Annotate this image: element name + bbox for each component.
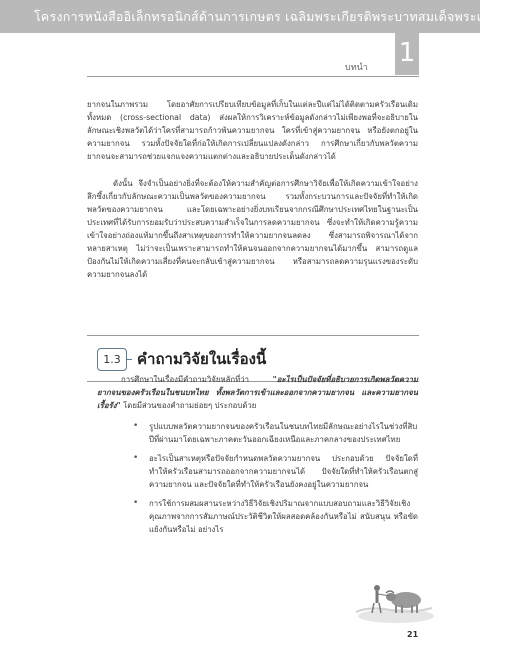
sub-question-list [130, 420, 418, 542]
list-item-text: การใช้การผสมผสานระหว่างวิธีวิจัยเชิงปริมาณจากแบบสอบถามและวิธีวิจัยเชิงคุณภาพจากการสัมภาษณ์ประวัติชีวิตให้ผลสอดคล้องกันหรือไม่ สนับสนุน หรือขัดแย้งกันหรือไม่ อย่างไร [149, 499, 418, 534]
list-item [130, 452, 418, 491]
page-number: 21 [407, 630, 419, 639]
list-item [130, 420, 418, 446]
farmer-buffalo-illustration [350, 560, 434, 626]
research-lead: การศึกษาในเรื่องมีคำถามวิจัยหลักที่ว่า [121, 375, 273, 384]
bullet-dot-icon: • [133, 498, 139, 508]
header-divider [87, 76, 419, 77]
bullet-dot-icon: • [133, 453, 139, 463]
research-question-paragraph [97, 373, 418, 412]
list-item-text: อะไรเป็นสาเหตุหรือปัจจัยกำหนดพลวัตความยากจน ประกอบด้วย ปัจจัยใดที่ทำให้ครัวเรือนสามารถออกจากความยากจนได้ ปัจจัยใดที่ทำให้ครัวเรือนตกสู่ความยากจน และปัจจัยใดที่ทำให้ครัวเรือนยังคงอยู่ในความยากจน [149, 454, 418, 489]
chapter-label: บทนำ [345, 63, 368, 73]
section-connector [126, 359, 132, 360]
section-number: 1.3 [97, 348, 127, 371]
section-heading: คำถามวิจัยในเรื่องนี้ [137, 350, 267, 368]
chapter-number-tab: 1 [395, 33, 419, 75]
list-item-text: รูปแบบพลวัตความยากจนของครัวเรือนในชนบทไทยมีลักษณะอย่างไรในช่วงที่สิบปีที่ผ่านมาโดยเฉพาะภาคตะวันออกเฉียงเหนือและภาคกลางของประเทศไทย [149, 422, 418, 444]
section-divider-top [87, 335, 419, 336]
bullet-dot-icon: • [133, 421, 139, 431]
book-series-title: โครงการหนังสืออิเล็กทรอนิกส์ด้านการเกษตร เฉลิมพระเกียรติพระบาทสมเด็จพระเจ้าอยู่หัว [34, 9, 527, 24]
list-item [130, 497, 418, 536]
research-tail: โดยมีส่วนของคำถามย่อยๆ ประกอบด้วย [120, 401, 257, 410]
header-bar [0, 0, 527, 33]
research-question: "อะไรเป็นปัจจัยที่อธิบายการเกิดพลวัตความยากจนของครัวเรือนในชนบทไทย ทั้งพลวัตการเข้าและออกจากความยากจน และความยากจนเรื้อรัง" [97, 375, 418, 410]
intro-paragraph-1: ยากจนในภาพรวม โดยอาศัยการเปรียบเทียบข้อมูลที่เก็บในแต่ละปีแต่ไม่ได้ติดตามครัวเรือนเดิมทั้งหมด (cross-sectional data) ส่งผลให้การวิเคราะห์ข้อมูลดังกล่าวไม่เพียงพอที่จะอธิบายในลักษณะเชิงพลวัตได้ว่าใครที่สามารถก้าวพ้นความยากจน ใครที่เข้าสู่ความยากจน หรือยังตกอยู่ในความยากจน รวมทั้งปัจจัยใดที่ก่อให้เกิดการเปลี่ยนแปลงดังกล่าว การศึกษาเกี่ยวกับพลวัตความยากจนจะสามารถช่วยแจกแจงความแตกต่างและอธิบายประเด็นดังกล่าวได้ [87, 100, 418, 161]
intro-paragraph-2: ดังนั้น จึงจำเป็นอย่างยิ่งที่จะต้องให้ความสำคัญต่อการศึกษาวิจัยเพื่อให้เกิดความเข้าใจอย่างลึกซึ้งเกี่ยวกับลักษณะความเป็นพลวัตของความยากจน รวมทั้งกระบวนการและปัจจัยที่ทำให้เกิดพลวัตของความยากจน และโดยเฉพาะอย่างยิ่งบทเรียนจากกรณีศึกษาประเทศไทยในฐานะเป็นประเทศที่ได้รับการยอมรับว่าประสบความสำเร็จในการลดความยากจน ซึ่งจะทำให้เกิดความรู้ความเข้าใจอย่างถ่องแท้มากขึ้นถึงสาเหตุของการทำให้ความยากจนลดลง ซึ่งสามารถพิจารณาได้จากหลายสาเหตุ ไม่ว่าจะเป็นเพราะสามารถทำให้คนจนออกจากความยากจนได้มากขึ้น สามารถดูแลป้องกันไม่ให้เกิดความเสี่ยงที่คนจะกลับเข้าสู่ความยากจน หรือสามารถลดความรุนแรงของระดับความยากจนลงได้ [87, 179, 418, 279]
